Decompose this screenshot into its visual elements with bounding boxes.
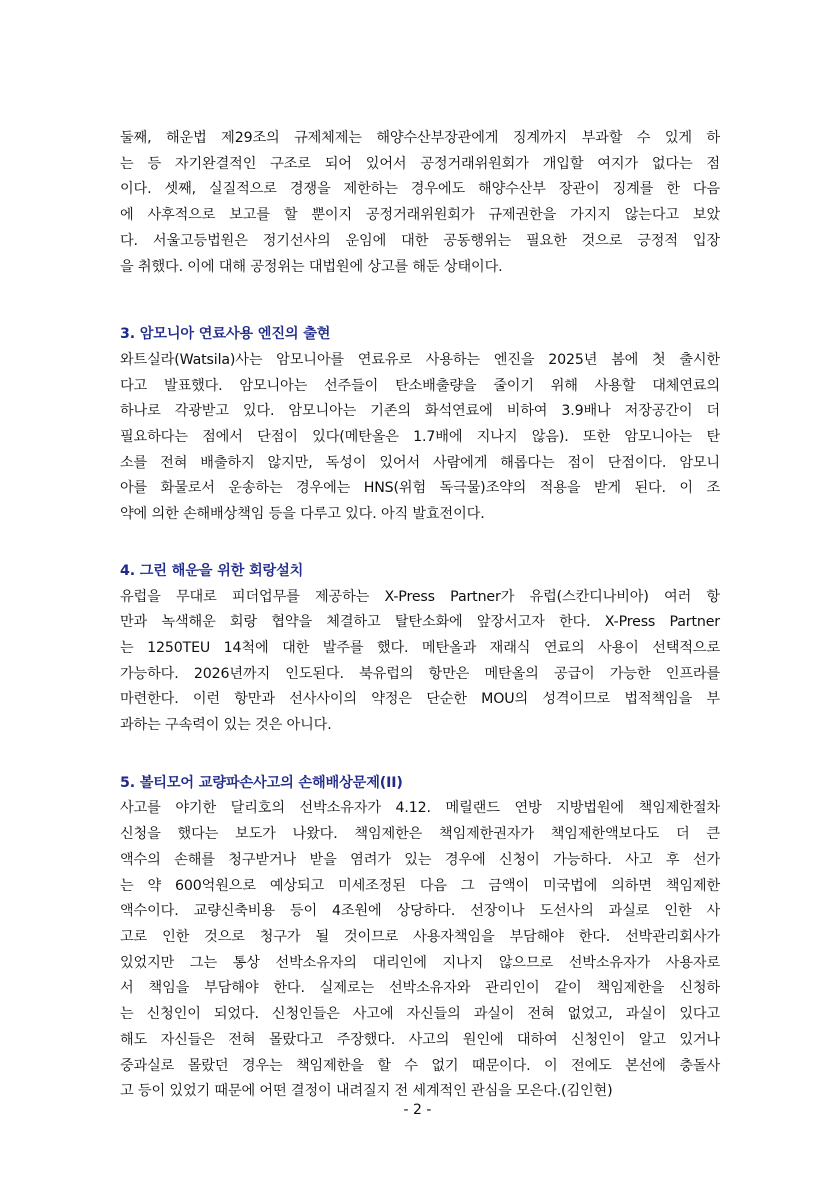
text-line: 둘째, 해운법 제29조의 규제체제는 해양수산부장관에게 징계까지 부과할 수 있게 하 — [120, 130, 720, 146]
text-line: 해도 자신들은 전혀 몰랐다고 주장했다. 사고의 원인에 대하여 신청인이 알고 있거나 — [120, 1031, 720, 1048]
text-line: 고 등이 있었기 때문에 어떤 결정이 내려질지 전 세계적인 관심을 모은다.(김인현) — [120, 1083, 613, 1100]
section-heading-baltimore-bridge: 5. 볼티모어 교량파손사고의 손해배상문제(II) — [120, 774, 403, 791]
text-line: 아를 화물로서 운송하는 경우에는 HNS(위험 독극물)조약의 적용을 받게 된다. 이 조 — [120, 480, 720, 497]
text-line: 신청을 했다는 보도가 나왔다. 책임제한은 책임제한권자가 책임제한액보다도 더 큰 — [120, 826, 720, 843]
document-page — [120, 126, 720, 1105]
intro-paragraph — [120, 126, 720, 280]
text-line: 서 책임을 부담해야 한다. 실제로는 선박소유자와 관리인이 같이 책임제한을 신청하 — [120, 980, 720, 997]
text-line: 중과실로 몰랐던 경우는 책임제한을 할 수 없기 때문이다. 이 전에도 본선에 충돌사 — [120, 1057, 720, 1074]
text-line: 마련한다. 이런 항만과 선사사이의 약정은 단순한 MOU의 성격이므로 법적책임을 부 — [120, 691, 720, 708]
text-line: 이다. 셋째, 실질적으로 경쟁을 제한하는 경우에도 해양수산부 장관이 징계를 한 다음 — [120, 181, 720, 198]
text-line: 소를 전혀 배출하지 않지만, 독성이 있어서 사람에게 해롭다는 점이 단점이다. 암모니 — [120, 454, 720, 471]
text-line: 다고 발표했다. 암모니아는 선주들이 탄소배출량을 줄이기 위해 사용할 대체연료의 — [120, 377, 720, 394]
text-line: 만과 녹색해운 회랑 협약을 체결하고 탈탄소화에 앞장서고자 한다. X-Press Partner — [120, 614, 720, 631]
section-heading-green-corridor: 4. 그린 해운을 위한 회랑설치 — [120, 562, 304, 579]
section-spacer — [120, 739, 720, 771]
section-spacer — [120, 528, 720, 559]
text-line: 는 약 600억원으로 예상되고 미세조정된 다음 그 금액이 미국법에 의하면 책임제한 — [120, 877, 720, 894]
text-line: 가능하다. 2026년까지 인도된다. 북유럽의 항만은 메탄올의 공급이 가능한 인프라를 — [120, 665, 720, 682]
text-line: 하나로 각광받고 있다. 암모니아는 기존의 화석연료에 비하여 3.9배나 저장공간이 더 — [120, 403, 720, 420]
text-line: 유럽을 무대로 피더업무를 제공하는 X-Press Partner가 유럽(스칸디나비아) 여러 항 — [120, 588, 720, 605]
text-line: 다. 서울고등법원은 정기선사의 운임에 대한 공동행위는 필요한 것으로 긍정적 입장 — [120, 232, 720, 249]
section-paragraph-ammonia-engine — [120, 348, 720, 528]
text-line: 액수의 손해를 청구받거나 받을 염려가 있는 경우에 신청이 가능하다. 사고 후 선가 — [120, 851, 720, 868]
section-heading-ammonia-engine: 3. 암모니아 연료사용 엔진의 출현 — [120, 326, 331, 343]
text-line: 사고를 야기한 달리호의 선박소유자가 4.12. 메릴랜드 연방 지방법원에 책임제한절차 — [120, 800, 720, 817]
text-line: 와트실라(Watsila)사는 암모니아를 연료유로 사용하는 엔진을 2025년 봄에 첫 출시한 — [120, 351, 720, 368]
section-spacer — [120, 280, 720, 322]
text-line: 고로 인한 것으로 청구가 될 것이므로 사용자책임을 부담해야 한다. 선박관리회사가 — [120, 928, 720, 945]
text-line: 에 사후적으로 보고를 할 뿐이지 공정거래위원회가 규제권한을 가지지 않는다고 보았 — [120, 207, 720, 224]
text-line: 는 1250TEU 14척에 대한 발주를 했다. 메탄올과 재래식 연료의 사용이 선택적으로 — [120, 639, 720, 656]
text-line: 는 등 자기완결적인 구조로 되어 있어서 공정거래위원회가 개입할 여지가 없다는 점 — [120, 155, 720, 172]
section-paragraph-green-corridor — [120, 585, 720, 739]
text-line: 는 신청인이 되었다. 신청인들은 사고에 자신들의 과실이 전혀 없었고, 과실이 있다고 — [120, 1006, 720, 1023]
text-line: 액수이다. 교량신축비용 등이 4조원에 상당하다. 선장이나 도선사의 과실로 인한 사 — [120, 903, 720, 920]
text-line: 있었지만 그는 통상 선박소유자의 대리인에 지나지 않으므로 선박소유자가 사용자로 — [120, 954, 720, 971]
section-paragraph-baltimore-bridge — [120, 796, 720, 1104]
text-line: 필요하다는 점에서 단점이 있다(메탄올은 1.7배에 지나지 않음). 또한 암모니아는 탄 — [120, 429, 720, 446]
text-line: 을 취했다. 이에 대해 공정위는 대법원에 상고를 해둔 상태이다. — [120, 258, 503, 275]
text-line: 과하는 구속력이 있는 것은 아니다. — [120, 717, 332, 734]
text-line: 약에 의한 손해배상책임 등을 다루고 있다. 아직 발효전이다. — [120, 506, 485, 523]
page-number: - 2 - — [403, 1102, 432, 1118]
